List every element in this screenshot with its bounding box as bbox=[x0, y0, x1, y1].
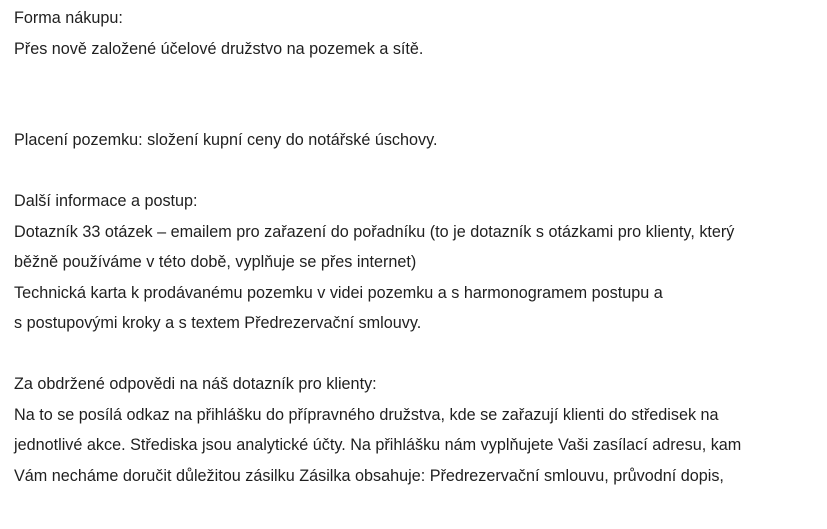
text-questionnaire-1: Dotazník 33 otázek – emailem pro zařazení do pořadníku (to je dotazník s otázkami pro klienty, který bbox=[14, 222, 735, 241]
spacer bbox=[14, 64, 819, 125]
document-body bbox=[14, 3, 819, 491]
text-application-3: Vám necháme doručit důležitou zásilku Zásilka obsahuje: Předrezervační smlouvu, průvodní dopis, bbox=[14, 466, 724, 485]
text-land-payment: Placení pozemku: složení kupní ceny do notářské úschovy. bbox=[14, 131, 438, 149]
heading-forma-nakupu: Forma nákupu: bbox=[14, 9, 123, 27]
heading-further-info: Další informace a postup: bbox=[14, 192, 198, 210]
text-questionnaire-2: běžně používáme v této době, vyplňuje se přes internet) bbox=[14, 253, 417, 271]
text-application-1: Na to se posílá odkaz na přihlášku do přípravného družstva, kde se zařazují klienti do středisek na bbox=[14, 405, 719, 424]
spacer bbox=[14, 339, 819, 370]
text-technical-card-1: Technická karta k prodávanému pozemku v videi pozemku a s harmonogramem postupu a bbox=[14, 283, 663, 302]
text-purchase-form: Přes nově založené účelové družstvo na pozemek a sítě. bbox=[14, 39, 424, 58]
heading-answers: Za obdržené odpovědi na náš dotazník pro klienty: bbox=[14, 375, 377, 393]
text-technical-card-2: s postupovými kroky a s textem Předrezervační smlouvy. bbox=[14, 314, 422, 332]
spacer bbox=[14, 156, 819, 187]
text-application-2: jednotlivé akce. Střediska jsou analytické účty. Na přihlášku nám vyplňujete Vaši zasílací adresu, kam bbox=[14, 436, 742, 454]
